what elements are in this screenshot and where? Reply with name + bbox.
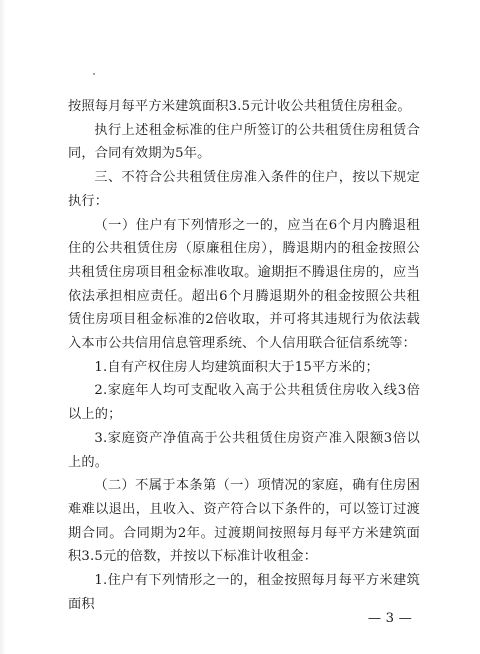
paragraph-contract-validity: 执行上述租金标准的住户所签订的公共租赁住房租赁合同，合同有效期为5年。 <box>68 122 420 162</box>
scan-speck <box>93 73 95 75</box>
paragraph-condition-3: 3.家庭资产净值高于公共租赁住房资产准入限额3倍以上的。 <box>68 430 420 470</box>
paragraph-condition-2: 2.家庭年人均可支配收入高于公共租赁住房收入线3倍以上的； <box>68 383 420 423</box>
paragraph-condition-1: 1.自有产权住房人均建筑面积大于15平方米的； <box>94 359 379 375</box>
paragraph-rent-condition-1: 1.住户有下列情形之一的，租金按照每月每平方米建筑面积 <box>68 573 420 612</box>
paragraph-section-three-heading: 三、不符合公共租赁住房准入条件的住户，按以下规定执行： <box>68 170 420 209</box>
page-edge-shadow <box>0 0 6 654</box>
page-number: — 3 — <box>367 611 412 626</box>
paragraph-clause-two: （二）不属于本条第（一）项情况的家庭，确有住房困难难以退出，且收入、资产符合以下条件的，可以签订过渡期合同。合同期为2年。过渡期间按照每月每平方米建筑面积3.5元的倍数，并按以下标准计收租金： <box>68 478 420 565</box>
document-body <box>68 95 420 616</box>
paragraph-clause-one: （一）住户有下列情形之一的，应当在6个月内腾退租住的公共租赁住房（原廉租住房），腾退期内的租金按照公共租赁住房项目租金标准收取。逾期拒不腾退住房的，应当依法承担相应责任。超出6个月腾退期外的租金按照公共租赁住房项目租金标准的2倍收取，并可将其违规行为依法载入本市公共信用信息管理系统、个人信用联合征信系统等： <box>68 217 420 352</box>
paragraph-rent-rate-continuation: 按照每月每平方米建筑面积3.5元计收公共租赁住房租金。 <box>68 99 411 114</box>
